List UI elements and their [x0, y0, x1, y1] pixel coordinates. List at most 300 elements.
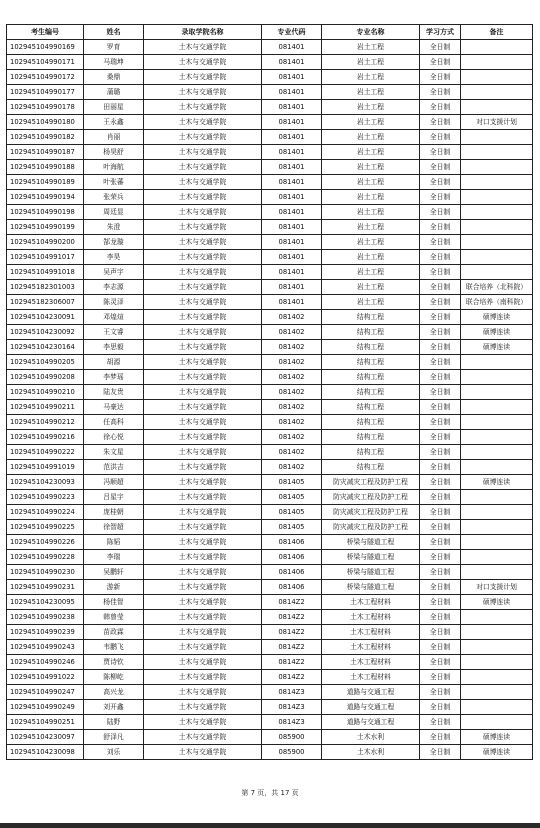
cell-college: 土木与交通学院 [144, 250, 262, 265]
cell-name: 杨昊舒 [84, 145, 144, 160]
cell-name: 陆野 [84, 715, 144, 730]
cell-major-code: 0814Z2 [262, 610, 322, 625]
cell-major-code: 081406 [262, 580, 322, 595]
cell-major-code: 081401 [262, 280, 322, 295]
cell-student-id: 102945104990182 [7, 130, 84, 145]
table-row [7, 745, 533, 760]
cell-name: 韩曾莹 [84, 610, 144, 625]
cell-major-name: 结构工程 [322, 385, 420, 400]
table-row [7, 100, 533, 115]
cell-college: 土木与交通学院 [144, 700, 262, 715]
cell-remarks: 硕博连读 [461, 325, 533, 340]
table-row [7, 205, 533, 220]
cell-college: 土木与交通学院 [144, 295, 262, 310]
cell-major-name: 道路与交通工程 [322, 700, 420, 715]
cell-study-mode: 全日制 [420, 550, 461, 565]
cell-study-mode: 全日制 [420, 100, 461, 115]
cell-college: 土木与交通学院 [144, 70, 262, 85]
cell-remarks [461, 85, 533, 100]
cell-name: 韦鹏飞 [84, 640, 144, 655]
cell-major-code: 081402 [262, 370, 322, 385]
cell-study-mode: 全日制 [420, 460, 461, 475]
cell-student-id: 102945104990239 [7, 625, 84, 640]
table-row [7, 715, 533, 730]
bottom-edge-bar [0, 823, 540, 828]
cell-major-name: 结构工程 [322, 460, 420, 475]
table-row [7, 415, 533, 430]
cell-student-id: 102945104990188 [7, 160, 84, 175]
cell-study-mode: 全日制 [420, 250, 461, 265]
table-row [7, 175, 533, 190]
cell-major-code: 085900 [262, 730, 322, 745]
cell-student-id: 102945104230164 [7, 340, 84, 355]
cell-remarks [461, 55, 533, 70]
cell-study-mode: 全日制 [420, 745, 461, 760]
table-row [7, 280, 533, 295]
cell-college: 土木与交通学院 [144, 55, 262, 70]
cell-name: 任高科 [84, 415, 144, 430]
cell-name: 徐智超 [84, 520, 144, 535]
cell-college: 土木与交通学院 [144, 460, 262, 475]
cell-remarks [461, 640, 533, 655]
cell-student-id: 102945104990177 [7, 85, 84, 100]
cell-student-id: 102945104990171 [7, 55, 84, 70]
cell-college: 土木与交通学院 [144, 445, 262, 460]
table-row [7, 70, 533, 85]
header-remarks: 备注 [461, 25, 533, 40]
cell-student-id: 102945104990210 [7, 385, 84, 400]
cell-student-id: 102945104990249 [7, 700, 84, 715]
cell-remarks [461, 700, 533, 715]
cell-college: 土木与交通学院 [144, 235, 262, 250]
cell-study-mode: 全日制 [420, 700, 461, 715]
cell-name: 叶海航 [84, 160, 144, 175]
cell-remarks [461, 355, 533, 370]
header-study-mode: 学习方式 [420, 25, 461, 40]
cell-college: 土木与交通学院 [144, 85, 262, 100]
header-row [7, 25, 533, 40]
cell-remarks [461, 265, 533, 280]
cell-remarks [461, 550, 533, 565]
cell-college: 土木与交通学院 [144, 355, 262, 370]
cell-student-id: 102945182306007 [7, 295, 84, 310]
cell-college: 土木与交通学院 [144, 430, 262, 445]
cell-remarks [461, 400, 533, 415]
cell-major-code: 081402 [262, 310, 322, 325]
cell-study-mode: 全日制 [420, 40, 461, 55]
cell-major-code: 081405 [262, 490, 322, 505]
cell-name: 肖丽 [84, 130, 144, 145]
cell-remarks: 对口支援计划 [461, 580, 533, 595]
cell-major-name: 岩土工程 [322, 295, 420, 310]
cell-student-id: 102945104990226 [7, 535, 84, 550]
cell-remarks [461, 70, 533, 85]
cell-remarks [461, 460, 533, 475]
cell-study-mode: 全日制 [420, 475, 461, 490]
cell-name: 吴声宇 [84, 265, 144, 280]
cell-study-mode: 全日制 [420, 445, 461, 460]
cell-student-id: 102945104990178 [7, 100, 84, 115]
table-row [7, 625, 533, 640]
cell-student-id: 102945104991019 [7, 460, 84, 475]
table-row [7, 325, 533, 340]
cell-remarks [461, 535, 533, 550]
cell-name: 蒲璐 [84, 85, 144, 100]
cell-college: 土木与交通学院 [144, 175, 262, 190]
cell-name: 游新 [84, 580, 144, 595]
cell-study-mode: 全日制 [420, 220, 461, 235]
cell-major-code: 0814Z2 [262, 640, 322, 655]
cell-study-mode: 全日制 [420, 340, 461, 355]
cell-college: 土木与交通学院 [144, 475, 262, 490]
cell-major-code: 081406 [262, 565, 322, 580]
cell-major-code: 081405 [262, 520, 322, 535]
cell-remarks: 硕博连读 [461, 310, 533, 325]
cell-study-mode: 全日制 [420, 565, 461, 580]
cell-major-name: 岩土工程 [322, 280, 420, 295]
cell-name: 贾诗钦 [84, 655, 144, 670]
cell-student-id: 102945104990187 [7, 145, 84, 160]
table-row [7, 265, 533, 280]
cell-name: 李昊 [84, 250, 144, 265]
table-row [7, 610, 533, 625]
cell-name: 刘乐 [84, 745, 144, 760]
cell-study-mode: 全日制 [420, 400, 461, 415]
table-row [7, 340, 533, 355]
table-row [7, 535, 533, 550]
cell-student-id: 102945104230091 [7, 310, 84, 325]
cell-major-code: 081401 [262, 40, 322, 55]
cell-name: 王永鑫 [84, 115, 144, 130]
cell-major-name: 岩土工程 [322, 250, 420, 265]
cell-remarks [461, 715, 533, 730]
cell-student-id: 102945104990216 [7, 430, 84, 445]
table-row [7, 130, 533, 145]
cell-college: 土木与交通学院 [144, 115, 262, 130]
cell-major-name: 土木水利 [322, 745, 420, 760]
table-row [7, 580, 533, 595]
cell-name: 马豪达 [84, 400, 144, 415]
cell-college: 土木与交通学院 [144, 400, 262, 415]
cell-major-name: 岩土工程 [322, 145, 420, 160]
cell-student-id: 102945104990223 [7, 490, 84, 505]
cell-major-code: 081405 [262, 475, 322, 490]
cell-major-name: 结构工程 [322, 400, 420, 415]
cell-major-code: 081401 [262, 175, 322, 190]
cell-major-name: 土木工程材料 [322, 610, 420, 625]
cell-major-code: 081401 [262, 295, 322, 310]
cell-study-mode: 全日制 [420, 505, 461, 520]
cell-remarks [461, 610, 533, 625]
cell-college: 土木与交通学院 [144, 505, 262, 520]
cell-college: 土木与交通学院 [144, 220, 262, 235]
cell-name: 苗政霖 [84, 625, 144, 640]
table-row [7, 565, 533, 580]
cell-name: 庞桂朝 [84, 505, 144, 520]
cell-remarks [461, 520, 533, 535]
cell-remarks: 硕博连读 [461, 730, 533, 745]
cell-major-name: 土木工程材料 [322, 625, 420, 640]
cell-study-mode: 全日制 [420, 70, 461, 85]
cell-major-name: 岩土工程 [322, 70, 420, 85]
cell-student-id: 102945104990225 [7, 520, 84, 535]
cell-major-name: 土木水利 [322, 730, 420, 745]
cell-student-id: 102945104990230 [7, 565, 84, 580]
cell-name: 王文睿 [84, 325, 144, 340]
cell-student-id: 102945104990238 [7, 610, 84, 625]
cell-student-id: 102945104991017 [7, 250, 84, 265]
cell-study-mode: 全日制 [420, 145, 461, 160]
cell-major-name: 结构工程 [322, 325, 420, 340]
cell-major-code: 081402 [262, 415, 322, 430]
cell-college: 土木与交通学院 [144, 145, 262, 160]
cell-student-id: 102945104990180 [7, 115, 84, 130]
cell-study-mode: 全日制 [420, 640, 461, 655]
table-row [7, 355, 533, 370]
cell-remarks [461, 505, 533, 520]
cell-remarks [461, 160, 533, 175]
cell-name: 邓煌煊 [84, 310, 144, 325]
cell-remarks: 对口支援计划 [461, 115, 533, 130]
cell-study-mode: 全日制 [420, 370, 461, 385]
cell-student-id: 102945104991022 [7, 670, 84, 685]
cell-study-mode: 全日制 [420, 730, 461, 745]
cell-college: 土木与交通学院 [144, 265, 262, 280]
cell-student-id: 102945104990194 [7, 190, 84, 205]
cell-major-code: 081401 [262, 235, 322, 250]
cell-student-id: 102945104990228 [7, 550, 84, 565]
cell-major-code: 081401 [262, 55, 322, 70]
cell-major-code: 0814Z2 [262, 595, 322, 610]
cell-study-mode: 全日制 [420, 310, 461, 325]
cell-major-name: 结构工程 [322, 355, 420, 370]
cell-name: 周廷显 [84, 205, 144, 220]
cell-study-mode: 全日制 [420, 205, 461, 220]
page-number: 第 7 页，共 17 页 [241, 789, 299, 797]
cell-student-id: 102945104990231 [7, 580, 84, 595]
cell-major-code: 081401 [262, 265, 322, 280]
cell-student-id: 102945104990205 [7, 355, 84, 370]
cell-major-name: 道路与交通工程 [322, 685, 420, 700]
table-row [7, 250, 533, 265]
cell-student-id: 102945104990211 [7, 400, 84, 415]
cell-major-code: 081402 [262, 355, 322, 370]
cell-student-id: 102945104990212 [7, 415, 84, 430]
cell-study-mode: 全日制 [420, 85, 461, 100]
cell-major-name: 桥梁与隧道工程 [322, 565, 420, 580]
cell-study-mode: 全日制 [420, 355, 461, 370]
cell-study-mode: 全日制 [420, 685, 461, 700]
cell-major-name: 岩土工程 [322, 160, 420, 175]
table-row [7, 385, 533, 400]
cell-name: 桑鼎 [84, 70, 144, 85]
cell-name: 陈灵泽 [84, 295, 144, 310]
cell-name: 杨佳智 [84, 595, 144, 610]
header-major-name: 专业名称 [322, 25, 420, 40]
table-row [7, 490, 533, 505]
cell-major-code: 081401 [262, 220, 322, 235]
cell-major-code: 081401 [262, 115, 322, 130]
cell-study-mode: 全日制 [420, 115, 461, 130]
cell-remarks: 硕博连读 [461, 595, 533, 610]
cell-name: 李志源 [84, 280, 144, 295]
cell-study-mode: 全日制 [420, 130, 461, 145]
cell-major-code: 085900 [262, 745, 322, 760]
table-row [7, 700, 533, 715]
cell-name: 张荣兵 [84, 190, 144, 205]
cell-remarks: 硕博连读 [461, 745, 533, 760]
table-row [7, 235, 533, 250]
cell-student-id: 102945104990208 [7, 370, 84, 385]
table-row [7, 430, 533, 445]
cell-major-code: 081401 [262, 160, 322, 175]
cell-remarks [461, 190, 533, 205]
cell-name: 李思毅 [84, 340, 144, 355]
table-row [7, 370, 533, 385]
cell-name: 陈韬 [84, 535, 144, 550]
cell-remarks [461, 175, 533, 190]
table-body [7, 40, 533, 760]
cell-college: 土木与交通学院 [144, 670, 262, 685]
cell-major-code: 081402 [262, 400, 322, 415]
cell-major-name: 岩土工程 [322, 175, 420, 190]
cell-study-mode: 全日制 [420, 535, 461, 550]
table-row [7, 115, 533, 130]
cell-student-id: 102945104990224 [7, 505, 84, 520]
cell-college: 土木与交通学院 [144, 415, 262, 430]
cell-major-code: 0814Z3 [262, 700, 322, 715]
cell-study-mode: 全日制 [420, 655, 461, 670]
cell-major-name: 岩土工程 [322, 235, 420, 250]
cell-study-mode: 全日制 [420, 280, 461, 295]
cell-college: 土木与交通学院 [144, 100, 262, 115]
cell-remarks [461, 385, 533, 400]
cell-name: 冯顺超 [84, 475, 144, 490]
cell-college: 土木与交通学院 [144, 490, 262, 505]
cell-remarks [461, 415, 533, 430]
cell-college: 土木与交通学院 [144, 730, 262, 745]
cell-name: 郜龙璇 [84, 235, 144, 250]
cell-student-id: 102945104230093 [7, 475, 84, 490]
table-row [7, 670, 533, 685]
cell-study-mode: 全日制 [420, 190, 461, 205]
cell-major-code: 081402 [262, 430, 322, 445]
table-row [7, 460, 533, 475]
cell-college: 土木与交通学院 [144, 595, 262, 610]
header-name: 姓名 [84, 25, 144, 40]
cell-major-name: 岩土工程 [322, 220, 420, 235]
header-college: 录取学院名称 [144, 25, 262, 40]
cell-student-id: 102945104990251 [7, 715, 84, 730]
cell-remarks [461, 235, 533, 250]
table-row [7, 520, 533, 535]
cell-college: 土木与交通学院 [144, 520, 262, 535]
cell-study-mode: 全日制 [420, 610, 461, 625]
header-student-id: 考生编号 [7, 25, 84, 40]
cell-major-name: 土木工程材料 [322, 595, 420, 610]
cell-major-name: 岩土工程 [322, 55, 420, 70]
cell-major-name: 岩土工程 [322, 85, 420, 100]
cell-major-code: 0814Z2 [262, 625, 322, 640]
cell-remarks [461, 445, 533, 460]
cell-major-code: 081402 [262, 385, 322, 400]
cell-major-code: 081402 [262, 460, 322, 475]
cell-college: 土木与交通学院 [144, 640, 262, 655]
cell-major-code: 0814Z2 [262, 655, 322, 670]
cell-remarks [461, 130, 533, 145]
cell-major-name: 岩土工程 [322, 190, 420, 205]
cell-name: 吴鹏轩 [84, 565, 144, 580]
admission-table [6, 24, 533, 760]
cell-study-mode: 全日制 [420, 295, 461, 310]
cell-major-code: 081406 [262, 550, 322, 565]
cell-major-code: 081402 [262, 325, 322, 340]
cell-study-mode: 全日制 [420, 490, 461, 505]
cell-remarks [461, 625, 533, 640]
cell-name: 罗育 [84, 40, 144, 55]
cell-study-mode: 全日制 [420, 55, 461, 70]
cell-major-code: 081401 [262, 130, 322, 145]
cell-name: 陆友贵 [84, 385, 144, 400]
cell-major-name: 岩土工程 [322, 100, 420, 115]
cell-name: 范洪吉 [84, 460, 144, 475]
cell-major-name: 岩土工程 [322, 40, 420, 55]
cell-student-id: 102945104991018 [7, 265, 84, 280]
cell-study-mode: 全日制 [420, 625, 461, 640]
cell-major-name: 岩土工程 [322, 130, 420, 145]
cell-remarks [461, 250, 533, 265]
cell-name: 徐心悦 [84, 430, 144, 445]
table-row [7, 685, 533, 700]
table-row [7, 505, 533, 520]
cell-name: 叶张蕃 [84, 175, 144, 190]
cell-study-mode: 全日制 [420, 160, 461, 175]
cell-college: 土木与交通学院 [144, 385, 262, 400]
cell-remarks [461, 565, 533, 580]
cell-name: 陈柳屹 [84, 670, 144, 685]
cell-major-name: 岩土工程 [322, 115, 420, 130]
cell-name: 朱澄 [84, 220, 144, 235]
cell-remarks [461, 490, 533, 505]
table-row [7, 145, 533, 160]
cell-major-name: 岩土工程 [322, 205, 420, 220]
cell-name: 吕星宇 [84, 490, 144, 505]
cell-major-code: 081402 [262, 340, 322, 355]
table-row [7, 445, 533, 460]
cell-remarks [461, 40, 533, 55]
cell-major-name: 土木工程材料 [322, 655, 420, 670]
cell-college: 土木与交通学院 [144, 190, 262, 205]
table-row [7, 160, 533, 175]
cell-major-code: 081401 [262, 85, 322, 100]
cell-remarks: 硕博连读 [461, 340, 533, 355]
cell-study-mode: 全日制 [420, 175, 461, 190]
cell-major-name: 土木工程材料 [322, 670, 420, 685]
cell-college: 土木与交通学院 [144, 340, 262, 355]
cell-remarks [461, 430, 533, 445]
cell-college: 土木与交通学院 [144, 550, 262, 565]
cell-name: 田丽星 [84, 100, 144, 115]
cell-remarks [461, 670, 533, 685]
table-row [7, 295, 533, 310]
cell-major-name: 结构工程 [322, 415, 420, 430]
cell-study-mode: 全日制 [420, 715, 461, 730]
cell-college: 土木与交通学院 [144, 745, 262, 760]
cell-college: 土木与交通学院 [144, 565, 262, 580]
cell-name: 高兴龙 [84, 685, 144, 700]
cell-major-name: 防灾减灾工程及防护工程 [322, 505, 420, 520]
cell-student-id: 102945104990199 [7, 220, 84, 235]
